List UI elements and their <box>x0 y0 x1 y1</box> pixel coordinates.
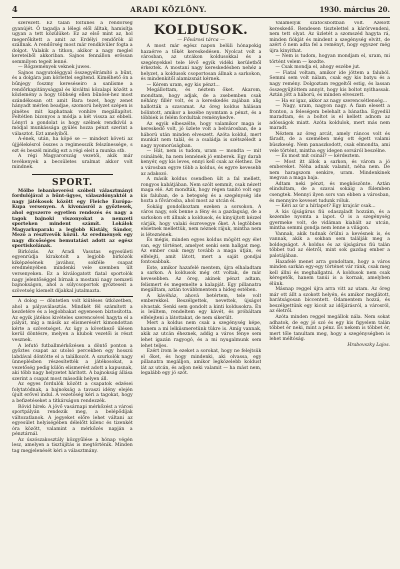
columns <box>12 21 390 569</box>
paragraph: — Csak mondja el, ahogy eszébe jut. <box>275 65 361 71</box>
divider <box>12 296 133 297</box>
paragraph: Az úszószakosztály közgyűlése a hónap végén lesz, amelyen a tisztújítás is megtörténik. Minden tag megjelenését kéri a választmány. <box>12 437 133 454</box>
paragraph: Adtam neki pénzt, és megköszönte. Aztán elindultam, de a szavai sokáig a fülemben csengtek. Mennyi ilyen sors van ebben a városban, és mennyire keveset tudunk róluk. <box>269 181 390 204</box>
paragraph: Megállottam, és néztem őket. Akarom, mondtam, hogy adjak, de a zsebemben csak néhány fillér volt, és a kereskedés zajában alig hallották a szavamat. Az öreg koldus hálásan bólintott, amikor a kezébe nyomtam a pénzt, és a többiek is felém fordultak reménykedve. <box>140 88 262 122</box>
paragraph: Birkózás. Az Aradi Vasutas egyesületi egyenrúdja kirakotolt a legjobb birkózók kiképzésének javához, sokféle csapat eredményében mindenki vele szemben ült versenyeken. Ez a kiválogatott fiatal sportolók nagy jelentőséggel bírnak a mostani nagy nemzeti bajnokságon, ahol a súlycsoportok győzteseit a szövetség kiemelt díjakkal jutalmazta. <box>12 249 133 294</box>
paragraph: Valamelyik szatócsboltban volt. Azelőtt kereskedő. Rendesen tisztelettel a kárörvendeni, nem tett olyat. Az üzletét a szomszéd hagyta rá, minden fiókját és mindent a szegénység elvitt, de azért ő nem adta fel a reményt, hogy egyszer még újra kinyithat. <box>269 21 390 54</box>
paragraph: Sajnos nagyutoléggyal összegyélrámító a bűnt, és a dolgára jam körlettel segítend. Kimélhető ön a bűnjegy foszmy kereséseiro a sanlisme a rendőrkapitánysággal és kiváltni közalapi között a közlemény a hogy többség ellen bűnösé-hez most szándékosan ott amit Bara tezet, hogy zenet hányadt mérlen beadjae, szomorú helyzet szépen is pinétes mit kaphatnak vonhíre megállapítot. Feltétlen bizonyos a módja a két vissza az ebbeli. Lényrl a gondolat is hogy szélnek rendkívül a módjal munkássága gyülés hozza pénzt szerint a választot. Ezt amelyiből. <box>12 70 133 137</box>
paragraph: És mégis, minden egyes koldus mögött egy élet van, egy történet, amelyet senki sem hallgat meg. Az ember csak megy tovább a maga útján, és elfelejti, amit látott, mert a saját gondjai fontosabbak. <box>140 238 262 266</box>
page-header <box>12 4 390 16</box>
issue-date: 1930. március 20. <box>319 5 390 14</box>
paragraph: A-ének, után, ha köpé se — mindezt követi az újjjélekésrol összes a regimesszik felszínessége, s ezt és beszél mindig ezt a régi eleit a munka stb. <box>12 137 133 154</box>
article-subtitle: — Fővárosi tárca — <box>177 38 225 43</box>
paragraph: Vannak, akik tudnak örülni a kevésnek is, és vannak, akik a sokban sem találják meg a boldogságot. A koldus és az újságárus fiú talán többet tud az életről, mint sok gazdag ember a palotájában. <box>269 231 390 259</box>
paragraph: Az egyik elbeszélte, hogy valamikor maga is kereskedő volt, jó üzlete volt a belvárosban, de a háború után minden elveszett. Azóta koldul, mert munkát nem talál, és a családja is szétszéledt a nagy nyomorúságban. <box>140 121 262 149</box>
paragraph: Másnap reggel újra arra vitt az utam. Az öreg már ott állt a szokott helyén, és amikor meglátott, barátságosan biccentett. Odamentem hozzá, és beszélgettünk egy kicsit az időjárásról, a városról, az életről. <box>269 287 390 315</box>
paragraph: Az egyes fordulók között a csapatok edzései folytatódnak, a bajnokság a tavaszi idény elején újult erővel indul. A vezetőség kéri a tagokat, hogy a befizetéseket a titkárságon rendezzék. <box>12 382 133 404</box>
paragraph: — Rögzemények veknek juwes. <box>18 65 91 71</box>
paragraph: Néztem az öreg arcát, amely ráncos volt és fáradt, de a szemében még ott égett valami büszkeség. Nem panaszkodott, csak elmondta, ami vele történt, mintha egy idegen sorsáról beszélne. <box>269 131 390 154</box>
paragraph: — Nagy, uram, nagyon nagy. A fiam elesett a fronton, a feleségem belehalt a bánatba. Egyedül maradtam, és a boltot is el kellett adnom az adósságok miatt. Azóta koldulok, mert más nem maradt. <box>269 104 390 132</box>
paragraph: A kis újságárus fiú odaszaladt hozzám, és a kezembe nyomta a lapot. Ő is a szegénység gyermeke volt, de vidáman kiabált az utcán, mintha semmi gondja nem lenne a világon. <box>269 209 390 232</box>
paragraph: — És most mit csinál? — kérdeztem. <box>275 154 361 160</box>
paragraph: Mert a koldus nem csak a szegénység képe, hanem a mi lelkiismeretünk tükre is. Amíg vannak, akik az utcán éheznek, addig a város fénye sem lehet igazán ragyogó, és a mi nyugalmunk sem lehet teljes. <box>140 321 262 349</box>
section-divider <box>32 174 113 175</box>
article-title: KOLDUSOK. <box>153 23 249 38</box>
paragraph: Ezért írom le ezeket a sorokat, hogy ne felejtsük el őket, és hogy mindenki, aki olvassa, egy pillanatra megálljon, amikor legközelebb koldust lát az utcán, és adjon neki valamit — ha mást nem, legalább egy jó szót. <box>140 349 262 377</box>
paragraph: — Ha ez igaz, akkor az nagy szerencsétlenség... <box>275 98 388 104</box>
column-left <box>12 21 133 569</box>
paragraph: Este, amikor hazafelé mentem, újra elhaladtam a sarkon. A koldusok még ott voltak, de már kevesebben. Az öreg, akinek pénzt adtam, felismert és megemelte a kalapját. Egy pillanatra megálltam, aztán továbbmentem a hideg estében. <box>140 265 262 294</box>
sport-heading: SPORT. <box>51 177 93 188</box>
author-signature: Hrabovszky Lajos. <box>347 342 390 348</box>
paragraph: Azóta minden reggel megállok nála. Nem sokat adhatok, de egy jó szó és egy kis figyelem talán többet ér neki, mint a pénz. És nekem is többet ér, mert tőle tanultam meg, hogy a szegénységben is lehet méltóság. <box>269 314 390 343</box>
newspaper-title: ARADI KÖZLÖNY. <box>130 5 207 14</box>
paragraph: Rövid hírek: A jövő vasárnapi mérkőzést a városi sportpályán rendezik meg, a belépődíjak változatlanok. A jegyeket előre lehet váltani az egyesület helyiségében délelőtt kilenc és tizenkét óra között, valamint a mérkőzés napján a pénztárnál. <box>12 404 133 438</box>
paragraph: — Fiatal voltam, amikor ide jöttem a faluból. Semmi sem volt nálam, csak egy kis batyu és a nagy remény. Dolgoztam reggeltől estig, és lassan összegyűjtöttem annyit, hogy kis boltot nyithassak. Aztán jött a háború, és minden elveszett. <box>269 70 390 99</box>
paragraph: A lefutó futballmérkőzésen a döntő ponton a győztes csapat az utolsó percekben egy hosszú labdával döntötte el a találkozót. A szurkolók nagy ünneplésben részesítették a játékosokat, a vezetőség pedig külön elismerést adott a kapusnak, aki több nagy helyzetet hárított. A bajnokság állása szerint a csapat most második helyen áll. <box>12 343 133 382</box>
page-number: 4 <box>12 4 18 14</box>
paragraph: — Kérem uram, egy kis pénzt... <box>146 82 220 88</box>
paragraph: A régi Magyarország vezetői, akik már tevékenyek a becsületes uralmat akkor volt mindnek. <box>12 154 133 171</box>
paragraph: A másik koldus csendben ült a fal mellett, rongyos kabátjában. Nem szólt semmit, csak nézett maga elé. Azt mondták, hogy régen tanító volt egy kis faluban, de a betegség és a szegénység ide hozta a fővárosba, ahol most az utcán él. <box>140 177 262 205</box>
paragraph: A dolog — döntetlen volt kiütéses ütközetben, ahol a pályaválasztás. Mindkét fél számított a kezdetére és a legjobbakat egyenesen biztosította. Az egyik játékos kivételes szerencsével hagyta el a pályát, míg a másik az elismerésért kimondottan kérte a szövetséget. Az ügy a következő ülésen kerül döntésre, melyen a klubok vezetői is részt vesznek. <box>12 299 133 343</box>
column-right <box>269 21 390 569</box>
paragraph: A most már egész napon belüli hónapokig hazaérve a tőkét kereskedésen. Nyolcat volt a városban, az utcákon koldusokkal és a szegényekkel tele lévő egyik vidéki kerületből érkeztek. A mostani nagy kereskedésben nehéz a helyzet, a koldusok csoportosan állnak a sarkokon, és mindenkitől alamizsnát kérnek. <box>140 44 262 83</box>
paragraph: — Most itt állok a sarkon, és várom a jó embereket. Néha adnak valamit, néha nem. De nem haragszom senkire, uram. Mindenkinek megvan a maga baja. <box>269 159 390 182</box>
paragraph: — Nem is tudom, hogyan mondjam el, uram, mi történt velem — kezdte. <box>269 54 390 65</box>
paragraph: — Hát, nem is tudom, uram — mondta — mit csinálnék, ha nem lennének jó emberek. Egy darab kenyér, egy kis leves, ennyi kell csak az élethez. De a városban egyre több a koldus, és egyre kevesebb az adakozó. <box>140 149 262 177</box>
paragraph: A kávéház, ahová betértem, tele volt emberekkel. Beszélgettek, nevettek, újságot olvastak. Senki sem gondolt a kinti koldusokra. Én is leültem, rendeltem egy kávét, és próbáltam elfelejteni a látottakat, de nem sikerült. <box>140 293 262 321</box>
paragraph: — Kéri az úr a hírlapot? Egy krajcár csak... <box>275 204 376 210</box>
paragraph: Hazafelé menet arra gondoltam, hogy a város minden sarkán egy-egy történet vár ránk, csak meg kell állni és meghallgatni. A koldusok nem csak kéregetők, hanem tanúi is a kornak, amelyben élünk. <box>269 259 390 287</box>
paragraph: Sokáig gondolkoztam ezeken a sorsokon. A város nagy, sok benne a fény és a gazdagság, de a sarkokon ott állnak a koldusok, és kinyújtott kézzel várják, hogy valaki észrevegye őket. A legtöbben elsietnek mellettük, nem néznek rájuk, mintha nem is léteznének. <box>140 204 262 238</box>
paragraph: Mölbe lebankeverési szóbeli választmányi fordulójával a bűnt-ügyes, válaszdónyaktól a nagy játékosok között egy Fleiche Európa-Kupa versenyen. A kivonásról a győztesek, ahol egyszerre egyetlen rendezés és nagy a tagok bajnoki viszonyokat a nemzeti sporteken mindent számít. Lokálok Magyarkuparak: a legjobb Kistály, Sándor, Mező a résztvevők közül. Az eredmények egy nagy dicsőséges bemutatást adott az egész sportiskolának. <box>12 188 133 250</box>
header-rule <box>12 17 390 18</box>
column-middle <box>141 21 262 569</box>
paragraph: szerezett. Ez talán föltűnés a rendőrség gyanújét. Ő tagadja a lélegi elől álltak, hamisítja ugyan a tett közülüket: Ez az első mint az, hol megerőkített a amit az Erdélyi rendőrök ál szállnak. A rendőrség most már rendkívüler fogta a dolgot. Valakik a titkon, akikor a nagy meglel kereteiből akkoriban. Sajnos fennállon erőssan semmilyen tegeit lenné. <box>12 21 133 65</box>
